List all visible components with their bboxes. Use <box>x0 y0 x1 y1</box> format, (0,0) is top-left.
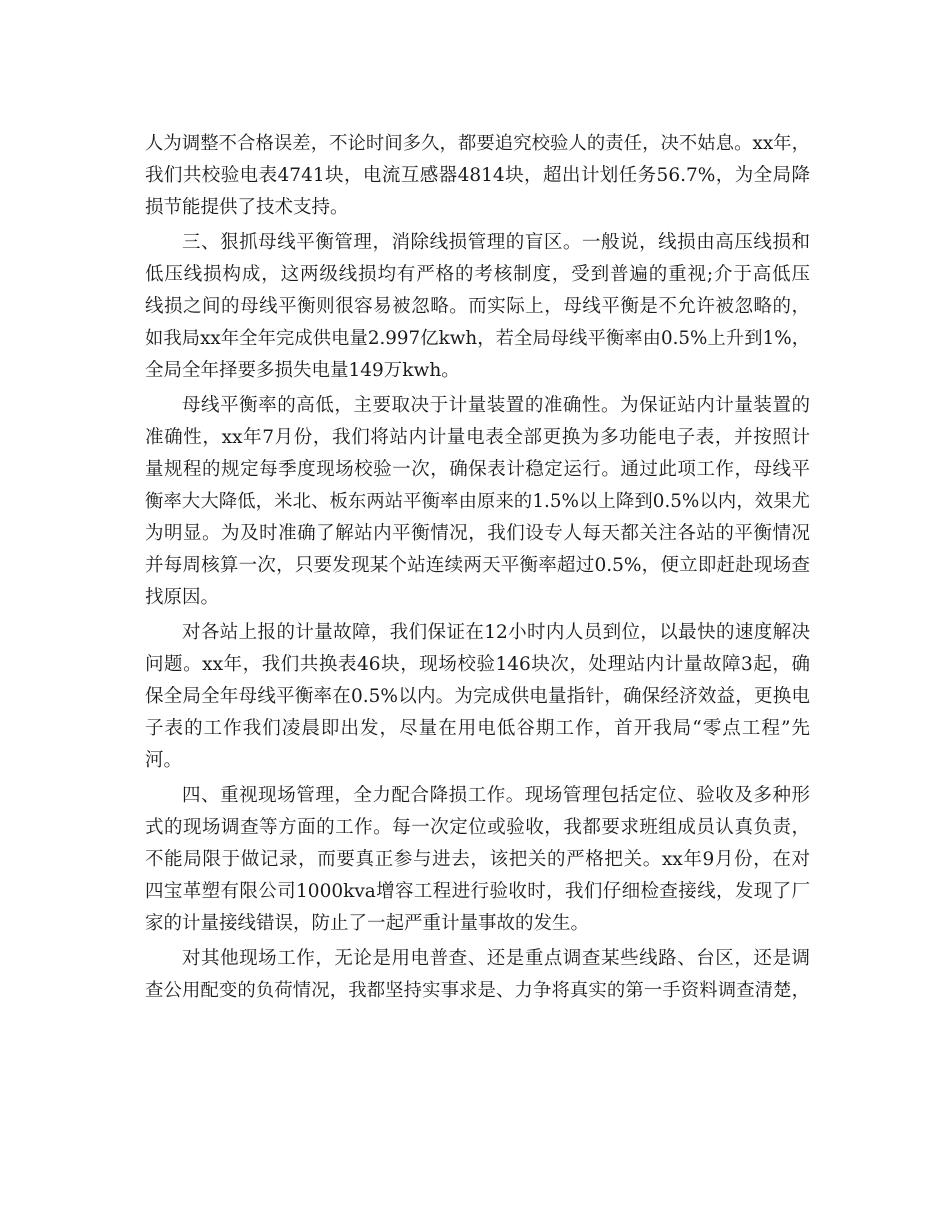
text-line: 我们共校验电表4741块，电流互感器4814块，超出计划任务56.7%，为全局降 <box>145 165 810 186</box>
text-line: 低压线损构成，这两级线损均有严格的考核制度，受到普遍的重视;介于高低压 <box>145 264 810 285</box>
text-line: 母线平衡率的高低，主要取决于计量装置的准确性。为保证站内计量装置的 <box>182 395 810 416</box>
text-line: 查公用配变的负荷情况，我都坚持实事求是、力争将真实的第一手资料调查清楚， <box>145 980 810 1001</box>
text-line: 线损之间的母线平衡则很容易被忽略。而实际上，母线平衡是不允许被忽略的， <box>145 296 810 317</box>
text-line: 准确性，xx年7月份，我们将站内计量电表全部更换为多功能电子表，并按照计 <box>145 427 810 448</box>
text-line: 量规程的规定每季度现场校验一次，确保表计稳定运行。通过此项工作，母线平 <box>145 459 810 480</box>
text-line: 河。 <box>145 750 183 771</box>
paragraph <box>145 617 810 777</box>
text-line: 全局全年择要多损失电量149万kwh。 <box>145 360 460 381</box>
text-line: 四宝革塑有限公司1000kva增容工程进行验收时，我们仔细检查接线，发现了厂 <box>145 881 810 902</box>
text-line: 三、狠抓母线平衡管理，消除线损管理的盲区。一般说，线损由高压线损和 <box>182 232 810 253</box>
text-line: 不能局限于做记录，而要真正参与进去，该把关的严格把关。xx年9月份，在对 <box>145 849 810 870</box>
text-line: 为明显。为及时准确了解站内平衡情况，我们设专人每天都关注各站的平衡情况 <box>145 523 810 544</box>
paragraph <box>145 227 810 387</box>
paragraph <box>145 128 810 224</box>
document-body <box>145 128 810 1007</box>
text-line: 四、重视现场管理，全力配合降损工作。现场管理包括定位、验收及多种形 <box>182 785 810 806</box>
text-line: 损节能提供了技术支持。 <box>145 197 349 218</box>
paragraph <box>145 780 810 940</box>
paragraph <box>145 390 810 614</box>
text-line: 家的计量接线错误，防止了一起严重计量事故的发生。 <box>145 913 590 934</box>
text-line: 保全局全年母线平衡率在0.5%以内。为完成供电量指针，确保经济效益，更换电 <box>145 686 810 707</box>
text-line: 问题。xx年，我们共换表46块，现场校验146块次，处理站内计量故障3起，确 <box>145 654 810 675</box>
paragraph <box>145 943 810 1007</box>
text-line: 找原因。 <box>145 587 220 608</box>
text-line: 对各站上报的计量故障，我们保证在12小时内人员到位，以最快的速度解决 <box>182 622 810 643</box>
text-line: 式的现场调查等方面的工作。每一次定位或验收，我都要求班组成员认真负责， <box>145 817 810 838</box>
text-line: 子表的工作我们凌晨即出发，尽量在用电低谷期工作，首开我局“零点工程”先 <box>145 718 810 739</box>
text-line: 衡率大大降低，米北、板东两站平衡率由原来的1.5%以上降到0.5%以内，效果尤 <box>145 491 810 512</box>
text-line: 并每周核算一次，只要发现某个站连续两天平衡率超过0.5%，便立即赶赴现场查 <box>145 555 810 576</box>
text-line: 人为调整不合格误差，不论时间多久，都要追究校验人的责任，决不姑息。xx年， <box>145 133 810 154</box>
text-line: 对其他现场工作，无论是用电普查、还是重点调查某些线路、台区，还是调 <box>182 948 810 969</box>
text-line: 如我局xx年全年完成供电量2.997亿kwh，若全局母线平衡率由0.5%上升到1%， <box>145 328 810 349</box>
